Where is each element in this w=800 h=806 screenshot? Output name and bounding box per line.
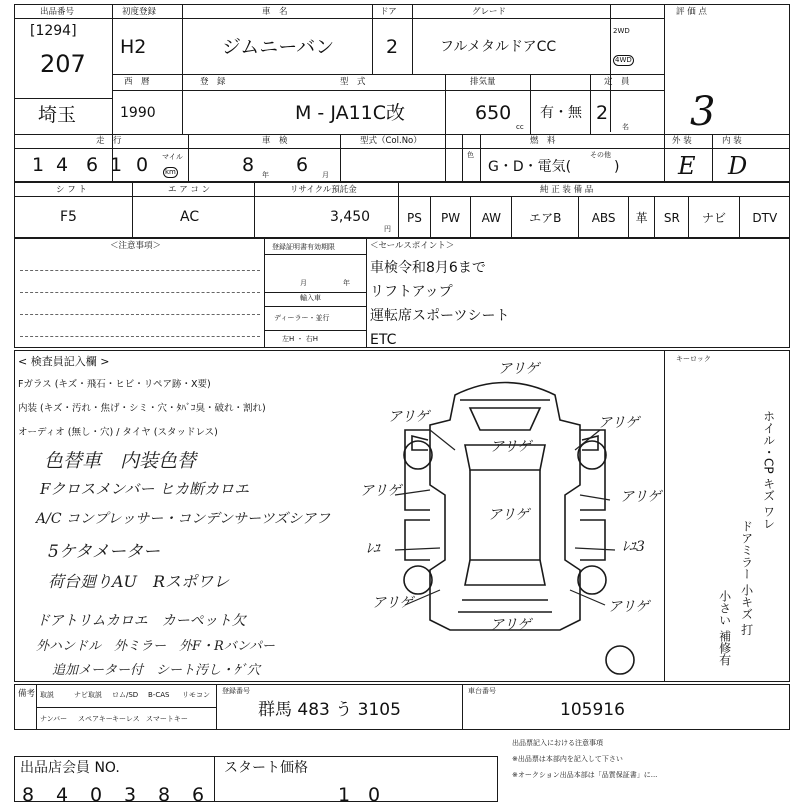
accessory-keyless: キーレス [112, 715, 140, 723]
label-inspector: < 検査員記入欄 > [18, 355, 110, 368]
mark-right-mid: アリゲ [620, 489, 662, 505]
mileage-digit-4: 0 [136, 154, 149, 176]
vehicle-type: M - JA11C改 [295, 102, 406, 124]
mileage-digit-2: 6 [86, 154, 99, 176]
equipment-ps: PS [399, 197, 431, 238]
accessory-spare-key: スペアキー [78, 715, 113, 723]
label-cc: 排気量 [470, 77, 496, 87]
label-equipment: 純 正 装 備 品 [540, 185, 594, 195]
fuel-other: その他 [590, 151, 611, 159]
inspector-note-6: ドアトリムカロエ カーペット欠 [36, 613, 246, 629]
accessory-rom: ロム/SD [112, 691, 139, 699]
audio-tire-line: オーディオ (無し・穴) / タイヤ (スタッドレス) [18, 427, 218, 438]
label-model: 車 名 [262, 7, 288, 17]
mileage-digit-0: 1 [32, 154, 45, 176]
member-digit-1: 4 [56, 784, 69, 806]
label-start-price: スタート価格 [224, 760, 308, 776]
mark-left-front: アリゲ [388, 409, 430, 425]
member-digit-2: 0 [90, 784, 103, 806]
vehicle-doors: 2 [386, 36, 399, 58]
glass-line: Fガラス (キズ・飛石・ヒビ・リペア跡・X要) [18, 379, 211, 390]
inspector-note-8: 追加メーター付 シート汚し・ｹﾞ穴 [52, 663, 261, 678]
interior-line: 内装 (キズ・汚れ・焦げ・シミ・穴・ﾀﾊﾞｺ臭・破れ・割れ) [18, 403, 266, 414]
capacity-value: 2 [596, 102, 609, 124]
equipment-sr: SR [655, 197, 689, 238]
mileage-unit-km: km [165, 168, 176, 176]
member-digit-4: 8 [158, 784, 171, 806]
label-lot-no: 出品番号 [40, 7, 75, 17]
sales-point-2: リフトアップ [370, 284, 453, 300]
mark-right-front: アリゲ [598, 415, 640, 431]
mark-left-mid: アリゲ [360, 483, 402, 499]
notice-1: ※出品票は本部内を記入して下さい [512, 755, 623, 763]
recycle-unit: 円 [384, 225, 391, 233]
year-jp: H2 [120, 36, 147, 58]
inspector-note-5: 荷台廻りAU Rスポワレ [48, 572, 230, 591]
mark-roof-rear: アリゲ [490, 617, 532, 633]
equipment-abs: ABS [579, 197, 629, 238]
label-shift: シ フ ト [56, 185, 87, 195]
accessory-manual: 取説 [40, 691, 54, 699]
cc-unit: cc [516, 123, 524, 131]
vehicle-grade: フルメタルドアCC [440, 39, 557, 55]
label-grade: グレード [472, 7, 507, 17]
label-aircon: エ ア コ ン [168, 185, 211, 195]
label-reg-deadline: 登録証明書有効期限 [272, 243, 335, 251]
equipment-aw: AW [471, 197, 512, 238]
header-block [14, 4, 790, 182]
drive-2wd: 2WD [613, 27, 630, 35]
capacity-unit: 名 [622, 123, 629, 131]
mark-top: アリゲ [498, 361, 540, 377]
equipment-table [398, 197, 790, 238]
label-import: 輸入車 [300, 294, 321, 302]
reg-deadline-day: 年 [343, 279, 350, 287]
notice-title: 出品票記入における注意事項 [512, 739, 603, 747]
reg-deadline-month: 月 [300, 279, 307, 287]
member-digit-3: 3 [124, 784, 137, 806]
label-western: 西 暦 [124, 77, 150, 87]
label-fuel: 燃 料 [530, 136, 556, 146]
lot-number: 207 [40, 50, 86, 78]
mark-left-rear: アリゲ [372, 595, 414, 611]
equipment-dtv: DTV [739, 197, 790, 238]
label-dealer-parallel: ディーラー・並行 [274, 314, 330, 322]
inspector-note-4: 5ケタメーター [48, 542, 160, 562]
label-mileage: 走 行 [96, 136, 122, 146]
mark-right-low: ﾚﾕ3 [622, 539, 645, 555]
color-label: 色 [467, 151, 474, 159]
member-digit-0: 8 [22, 784, 35, 806]
notice-2: ※オークション出品本部は「品質保証書」に... [512, 771, 658, 779]
shift-value: F5 [60, 209, 77, 225]
label-notes: ＜注意事項＞ [110, 241, 162, 251]
label-member-no: 出品店会員 NO. [20, 760, 120, 776]
plate-number: 群馬 483 う 3105 [258, 700, 401, 720]
label-inspection: 車 検 [262, 136, 288, 146]
label-score: 評 価 点 [676, 7, 707, 17]
start-digit-1: 0 [368, 784, 381, 806]
mileage-unit-mile: マイル [162, 153, 183, 161]
start-digit-0: 1 [338, 784, 351, 806]
mark-left-low: ﾚﾕ [366, 541, 380, 557]
vehicle-name: ジムニーバン [222, 36, 335, 58]
mark-right-rear: アリゲ [608, 599, 650, 615]
interior-grade: D [728, 152, 748, 180]
lot-region: 埼玉 [38, 104, 77, 126]
accessory-remote: リモコン [182, 691, 210, 699]
mileage-digit-1: 4 [56, 154, 69, 176]
inspection-year: 8 [242, 154, 255, 176]
label-capacity: 定 員 [604, 77, 630, 87]
side-note-wheel: ホイル・CP キズ ワレ [761, 410, 776, 530]
recycle-value: 3,450 [330, 209, 371, 225]
side-note-mirror: ドアミラー 小キズ 打 [739, 520, 754, 636]
label-type: 型 式 [340, 77, 366, 87]
chassis-number: 105916 [560, 700, 625, 720]
displacement: 650 [475, 102, 512, 124]
label-doors: ドア [380, 7, 397, 17]
mark-roof-mid: アリゲ [488, 507, 530, 523]
label-exterior: 外 装 [672, 136, 692, 146]
inspection-month: 6 [296, 154, 309, 176]
label-first-reg: 初度登録 [122, 7, 157, 17]
label-keylock: キーロック [676, 355, 711, 363]
fuel-options: G・D・電気( [488, 159, 572, 175]
accessory-bcas: B-CAS [148, 691, 170, 699]
exterior-grade: E [678, 152, 696, 180]
inspector-note-1: 色替車 内装色替 [44, 450, 197, 472]
label-vehicle-reg: 登録番号 [222, 687, 250, 695]
equipment-leather: 革 [629, 197, 655, 238]
label-chassis-no: 車台番号 [468, 687, 496, 695]
inspector-note-3: A/C コンプレッサー・コンデンサーツズシアフ [36, 511, 331, 527]
equipment-navi: ナビ [689, 197, 739, 238]
inspection-year-unit: 年 [262, 171, 269, 179]
accessory-navi-manual: ナビ取説 [74, 691, 102, 699]
year-western: 1990 [120, 105, 156, 121]
accessory-number: ナンバー [40, 715, 68, 723]
drive-4wd: 4WD [615, 56, 632, 64]
mark-roof-front: アリゲ [490, 439, 532, 455]
label-recycle: リサイクル預託金 [290, 185, 357, 195]
equipment-pw: PW [430, 197, 470, 238]
label-sales-points: ＜セールスポイント＞ [370, 241, 455, 251]
turbo-options: 有・無 [540, 105, 582, 121]
label-reg: 登 録 [200, 77, 226, 87]
inspector-note-2: Fクロスメンバー ヒカ断カロエ [40, 480, 250, 498]
sales-point-1: 車検令和8月6まで [370, 260, 486, 276]
label-chassis: 型式（Col.No） [360, 136, 422, 146]
member-digit-5: 6 [192, 784, 205, 806]
sales-point-3: 運転席スポーツシート [370, 308, 510, 324]
inspector-note-7: 外ハンドル 外ミラー 外F・Rバンパー [36, 639, 275, 654]
label-lr-handle: 左H ・ 右H [282, 335, 318, 343]
accessory-smart-key: スマートキー [146, 715, 188, 723]
score-value: 3 [690, 89, 716, 135]
mileage-digit-3: 1 [110, 154, 123, 176]
equipment-airbag: エアB [512, 197, 579, 238]
label-accessories: 備考 [18, 689, 36, 699]
inspection-month-unit: 月 [322, 171, 329, 179]
lot-bracket-no: [1294] [30, 23, 77, 39]
sales-point-4: ETC [370, 332, 397, 348]
label-interior: 内 装 [722, 136, 742, 146]
side-note-repair: 小さい 補修有 [717, 590, 732, 666]
aircon-value: AC [180, 209, 200, 225]
